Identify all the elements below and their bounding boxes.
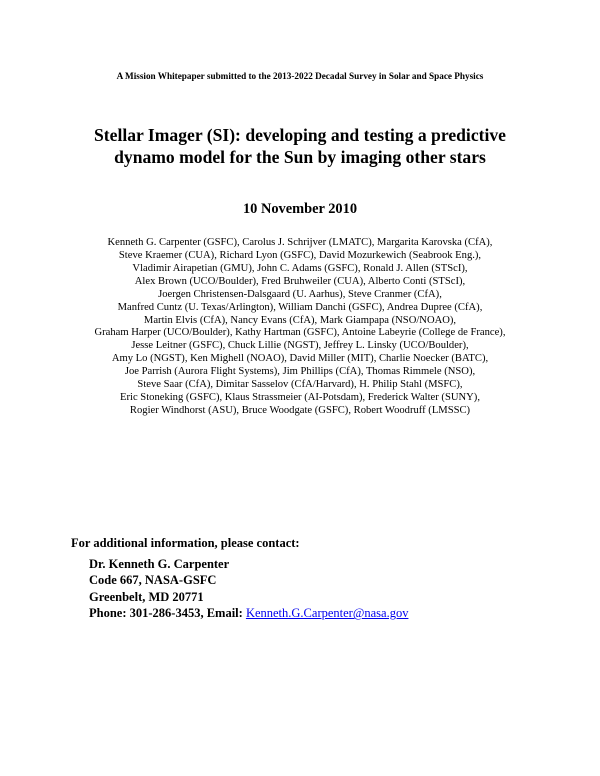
contact-phone-email [89, 605, 408, 621]
paper-title [0, 124, 600, 168]
contact-city: Greenbelt, MD 20771 [89, 589, 204, 604]
author-line: Martin Elvis (CfA), Nancy Evans (CfA), Mark Giampapa (NSO/NOAO), [143, 314, 457, 326]
title-line-2: dynamo model for the Sun by imaging other stars [114, 147, 486, 167]
author-list [0, 237, 600, 418]
contact-phone: Phone: 301-286-3453, Email: [89, 606, 246, 621]
contact-heading: For additional information, please contact: [71, 536, 300, 550]
contact-name: Dr. Kenneth G. Carpenter [89, 557, 230, 571]
contact-org: Code 667, NASA-GSFC [89, 573, 217, 588]
title-line-1: Stellar Imager (SI): developing and testing a predictive [94, 125, 506, 145]
author-line: Manfred Cuntz (U. Texas/Arlington), William Danchi (GSFC), Andrea Dupree (CfA), [117, 301, 483, 313]
author-line: Rogier Windhorst (ASU), Bruce Woodgate (GSFC), Robert Woodruff (LMSSC) [129, 404, 471, 416]
author-line: Graham Harper (UCO/Boulder), Kathy Hartman (GSFC), Antoine Labeyrie (College de France), [94, 327, 506, 339]
author-line: Joergen Christensen-Dalsgaard (U. Aarhus), Steve Cranmer (CfA), [158, 288, 442, 300]
author-line: Joe Parrish (Aurora Flight Systems), Jim Phillips (CfA), Thomas Rimmele (NSO), [124, 366, 476, 378]
author-line: Steve Saar (CfA), Dimitar Sasselov (CfA/Harvard), H. Philip Stahl (MSFC), [137, 379, 463, 391]
author-line: Alex Brown (UCO/Boulder), Fred Bruhweiler (CUA), Alberto Conti (STScI), [134, 275, 466, 287]
author-line: Eric Stoneking (GSFC), Klaus Strassmeier (AI-Potsdam), Frederick Walter (SUNY), [120, 392, 480, 404]
author-line: Steve Kraemer (CUA), Richard Lyon (GSFC), David Mozurkewich (Seabrook Eng.), [118, 249, 482, 261]
author-line: Jesse Leitner (GSFC), Chuck Lillie (NGST), Jeffrey L. Linsky (UCO/Boulder), [131, 340, 469, 352]
submission-note: A Mission Whitepaper submitted to the 2013-2022 Decadal Survey in Solar and Space Physics [116, 71, 484, 81]
email-link[interactable]: Kenneth.G.Carpenter@nasa.gov [245, 606, 409, 621]
publication-date: 10 November 2010 [242, 201, 358, 217]
author-line: Vladimir Airapetian (GMU), John C. Adams (GSFC), Ronald J. Allen (STScI), [132, 262, 468, 274]
author-line: Kenneth G. Carpenter (GSFC), Carolus J. Schrijver (LMATC), Margarita Karovska (CfA), [107, 237, 493, 248]
contact-block [89, 556, 408, 622]
author-line: Amy Lo (NGST), Ken Mighell (NOAO), David Miller (MIT), Charlie Noecker (BATC), [111, 353, 489, 365]
